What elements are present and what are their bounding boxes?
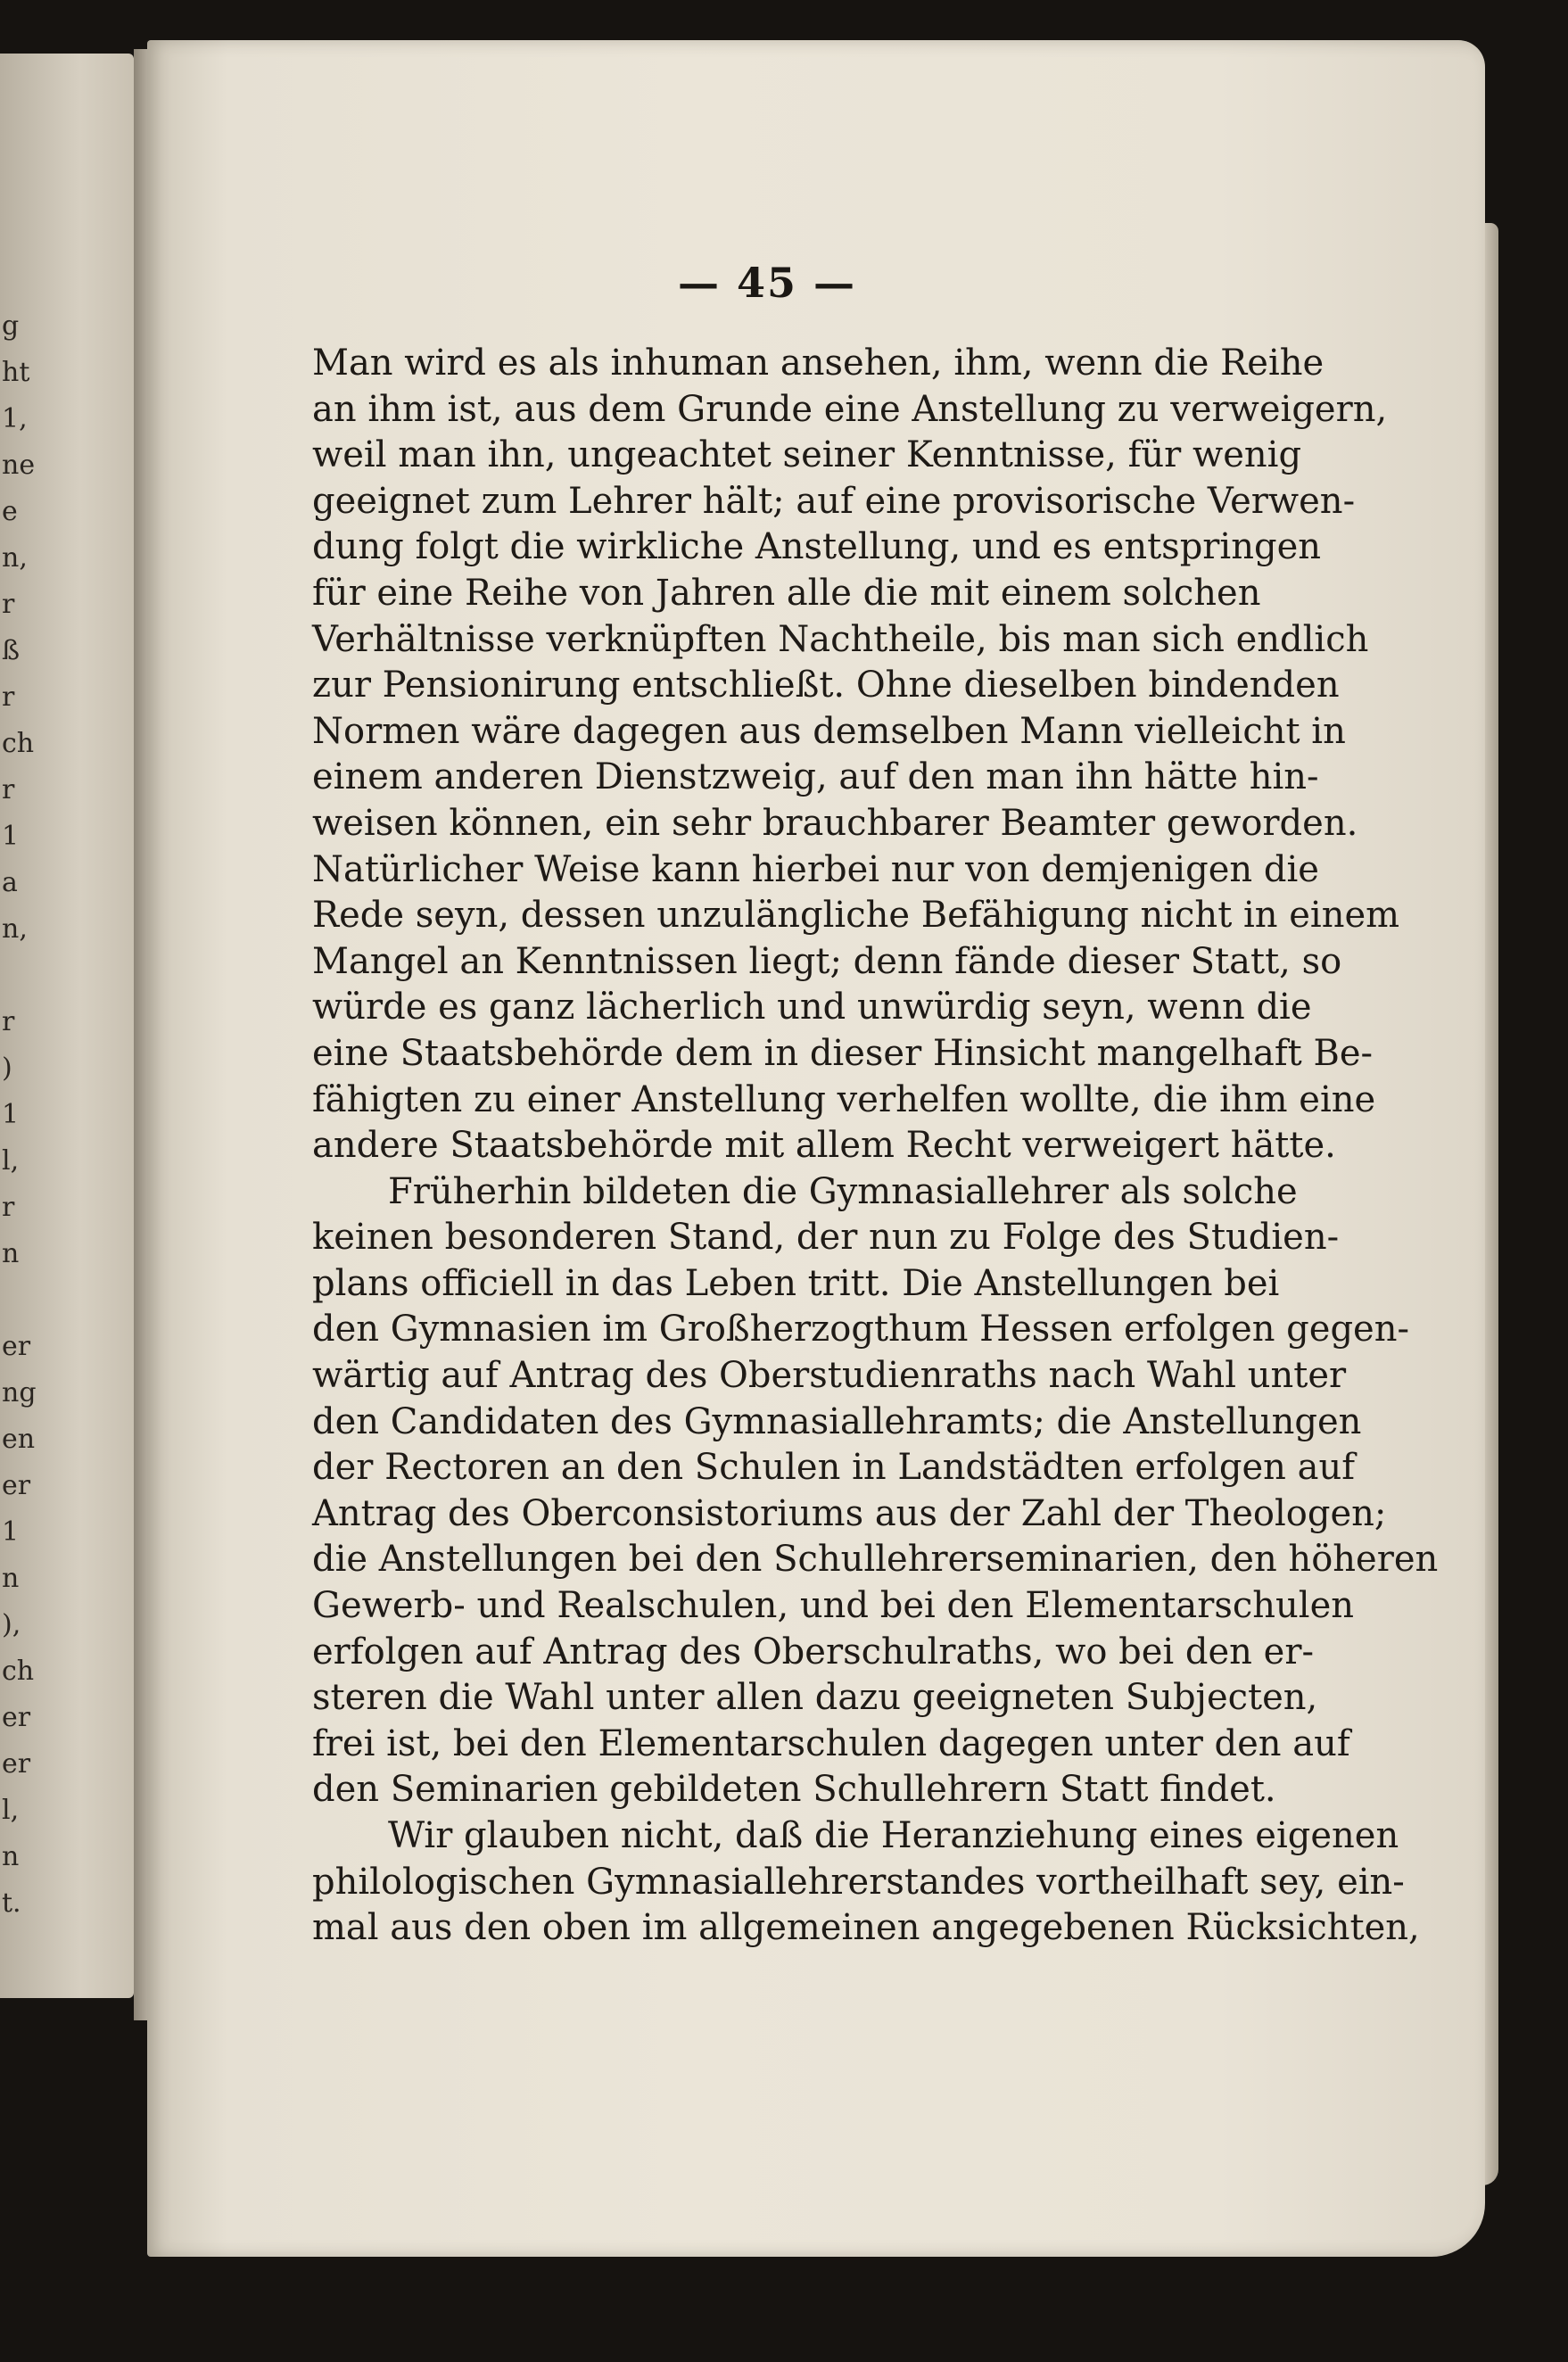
margin-fragment: t. (2, 1887, 21, 1919)
text-line: plans officiell in das Leben tritt. Die Anstellungen bei (312, 1262, 1280, 1304)
text-line: weisen können, ein sehr brauchbarer Beamter geworden. (312, 802, 1358, 844)
margin-fragment: n (2, 1841, 20, 1872)
margin-fragment: n, (2, 542, 28, 574)
margin-fragment: ) (2, 1053, 12, 1084)
text-line: geeignet zum Lehrer hält; auf eine provisorische Verwen- (312, 480, 1356, 522)
margin-fragment: n, (2, 913, 28, 945)
text-line: Normen wäre dagegen aus demselben Mann vielleicht in (312, 710, 1346, 752)
margin-fragment: 1 (2, 1516, 20, 1548)
margin-fragment: ch (2, 1656, 35, 1687)
page-number: — 45 — (677, 259, 857, 307)
margin-fragment: er (2, 1748, 31, 1780)
margin-fragment: l, (2, 1795, 20, 1826)
text-line: Verhältnisse verknüpften Nachtheile, bis man sich endlich (312, 618, 1369, 660)
margin-fragment: r (2, 589, 15, 620)
margin-fragment: en (2, 1424, 36, 1455)
margin-fragment (2, 1277, 37, 1324)
text-line: andere Staatsbehörde mit allem Recht verweigert hätte. (312, 1125, 1336, 1167)
margin-fragment: er (2, 1470, 31, 1501)
text-line: weil man ihn, ungeachtet seiner Kenntnisse, für wenig (312, 434, 1302, 476)
margin-fragment: e (2, 496, 18, 527)
text-line: einem anderen Dienstzweig, auf den man ihn hätte hin- (312, 756, 1319, 798)
text-line: Rede seyn, dessen unzulängliche Befähigung nicht in einem (312, 895, 1400, 937)
margin-fragment: ch (2, 728, 35, 759)
margin-fragment: r (2, 774, 15, 805)
text-line: zur Pensionirung entschließt. Ohne dieselben bindenden (312, 665, 1340, 706)
margin-fragment: r (2, 1192, 15, 1223)
body-text (312, 341, 1439, 1952)
text-line: dung folgt die wirkliche Anstellung, und es entspringen (312, 526, 1322, 568)
margin-fragment: a (2, 867, 18, 898)
text-line: Gewerb- und Realschulen, und bei den Elementarschulen (312, 1585, 1355, 1627)
text-line: an ihm ist, aus dem Grunde eine Anstellung zu verweigern, (312, 388, 1388, 430)
text-line: eine Staatsbehörde dem in dieser Hinsicht mangelhaft Be- (312, 1032, 1374, 1074)
margin-fragment: ng (2, 1377, 37, 1408)
text-line: Mangel an Kenntnissen liegt; denn fände dieser Statt, so (312, 940, 1342, 982)
text-line: keinen besonderen Stand, der nun zu Folge des Studien- (312, 1217, 1340, 1259)
text-line: philologischen Gymnasiallehrerstandes vortheilhaft sey, ein- (312, 1861, 1405, 1903)
text-line: der Rectoren an den Schulen in Landstädten erfolgen auf (312, 1447, 1356, 1489)
text-line: Natürlicher Weise kann hierbei nur von demjenigen die (312, 848, 1319, 890)
text-line: wärtig auf Antrag des Oberstudienraths nach Wahl unter (312, 1355, 1347, 1397)
text-line: mal aus den oben im allgemeinen angegebenen Rücksichten, (312, 1907, 1420, 1949)
text-line: erfolgen auf Antrag des Oberschulraths, wo bei den er- (312, 1631, 1314, 1672)
text-line: den Gymnasien im Großherzogthum Hessen erfolgen gegen- (312, 1309, 1409, 1350)
margin-fragment: ), (2, 1609, 21, 1640)
margin-fragment: er (2, 1702, 31, 1733)
text-line: steren die Wahl unter allen dazu geeigneten Subjecten, (312, 1677, 1318, 1719)
margin-fragment: g (2, 310, 20, 342)
text-line: würde es ganz lächerlich und unwürdig seyn, wenn die (312, 987, 1312, 1028)
text-line: frei ist, bei den Elementarschulen dagegen unter den auf (312, 1722, 1350, 1764)
text-line: Man wird es als inhuman ansehen, ihm, wenn die Reihe (312, 343, 1325, 384)
margin-fragment (2, 953, 37, 999)
text-line: fähigten zu einer Anstellung verhelfen wollte, die ihm eine (312, 1078, 1376, 1120)
text-line: den Candidaten des Gymnasiallehramts; die Anstellungen (312, 1400, 1362, 1442)
margin-fragment: r (2, 1006, 15, 1037)
margin-fragment: r (2, 681, 15, 713)
margin-fragment: n (2, 1563, 20, 1594)
margin-fragment: l, (2, 1145, 20, 1177)
margin-fragment: 1 (2, 1099, 20, 1130)
text-line: für eine Reihe von Jahren alle die mit einem solchen (312, 572, 1261, 614)
text-line: die Anstellungen bei den Schullehrerseminarien, den höheren (312, 1539, 1439, 1581)
margin-fragment: ht (2, 357, 30, 388)
margin-fragment: 1 (2, 821, 20, 852)
margin-fragment: ß (2, 635, 21, 666)
text-line: Wir glauben nicht, daß die Heranziehung eines eigenen (388, 1815, 1399, 1856)
margin-fragment: n (2, 1238, 20, 1269)
text-line: Früherhin bildeten die Gymnasiallehrer als solche (388, 1170, 1298, 1212)
text-line: den Seminarien gebildeten Schullehrern Statt findet. (312, 1769, 1276, 1811)
previous-page-margin-text (2, 303, 37, 1927)
text-line: Antrag des Oberconsistoriums aus der Zahl der Theologen; (312, 1492, 1387, 1534)
margin-fragment: 1, (2, 403, 28, 434)
margin-fragment: er (2, 1331, 31, 1362)
margin-fragment: ne (2, 450, 36, 481)
